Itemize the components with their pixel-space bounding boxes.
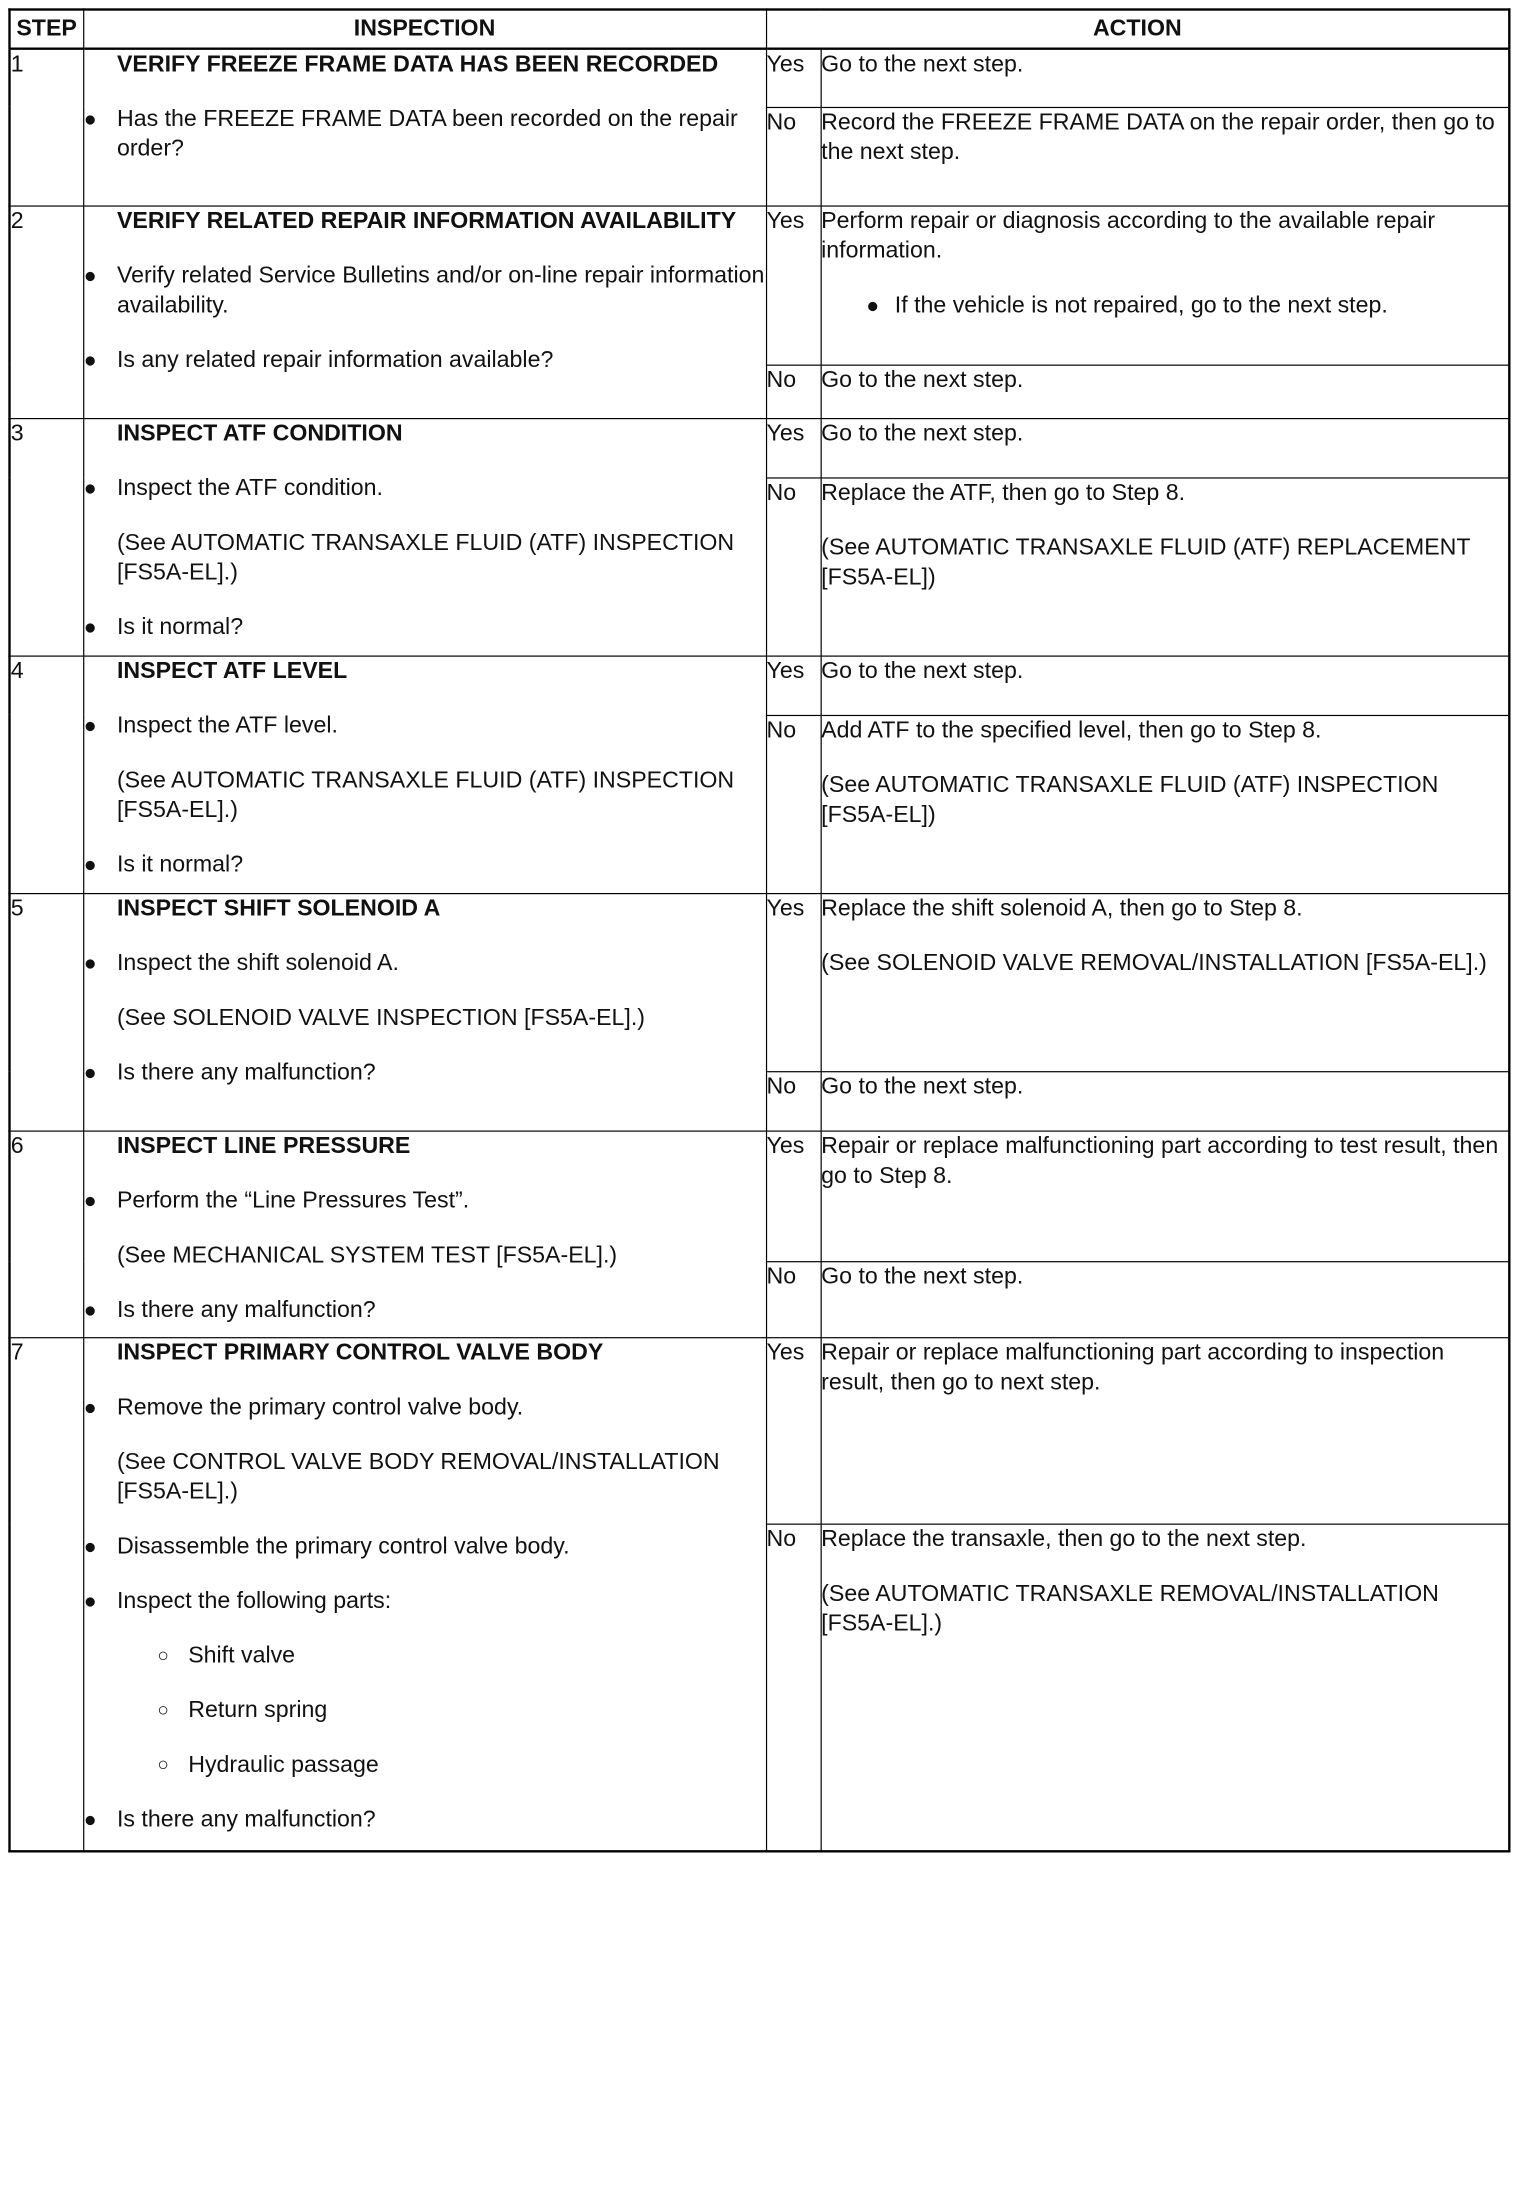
- inspection-item-text: Return spring: [188, 1696, 328, 1723]
- inspection-item: [84, 1447, 766, 1506]
- inspection-item-text: Is there any malfunction?: [116, 1296, 376, 1323]
- bullet-icon: ●: [83, 614, 97, 639]
- inspection-item-text: Remove the primary control valve body.: [116, 1393, 524, 1420]
- inspection-cell: [83, 656, 766, 894]
- inspection-cell: [83, 418, 766, 656]
- inspection-item-text: Is there any malfunction?: [116, 1058, 376, 1085]
- step-number: 7: [10, 1337, 84, 1851]
- bullet-icon: ●: [83, 1188, 97, 1212]
- yes-action: [821, 1131, 1510, 1262]
- inspection-title: INSPECT ATF LEVEL: [116, 657, 348, 684]
- action-text: Go to the next step.: [821, 1262, 1024, 1290]
- action-bullet: [821, 290, 1508, 320]
- inspection-item-text: Hydraulic passage: [188, 1750, 379, 1778]
- no-label: No: [766, 715, 821, 893]
- yes-label: Yes: [766, 893, 821, 1071]
- header-step: STEP: [10, 10, 84, 49]
- hollow-bullet-icon: ○: [157, 1645, 169, 1666]
- no-label: No: [766, 365, 821, 418]
- bullet-icon: ●: [83, 1588, 97, 1613]
- action-text: Record the FREEZE FRAME DATA on the repair order, then go to the next step.: [821, 108, 1495, 165]
- action-text: Replace the shift solenoid A, then go to Step 8.: [821, 894, 1303, 921]
- action-text: (See AUTOMATIC TRANSAXLE REMOVAL/INSTALLATION [FS5A-EL].): [821, 1579, 1439, 1636]
- yes-action: [821, 418, 1510, 477]
- inspection-item-text: Is there any malfunction?: [116, 1805, 376, 1832]
- inspection-item: [84, 528, 766, 587]
- yes-label: Yes: [766, 1337, 821, 1523]
- action-text: (See SOLENOID VALVE REMOVAL/INSTALLATION [FS5A-EL].): [821, 949, 1487, 976]
- yes-label: Yes: [766, 205, 821, 364]
- bullet-icon: ●: [83, 1059, 97, 1084]
- step-row: [10, 1337, 1510, 1523]
- inspection-item-text: Inspect the ATF level.: [116, 711, 338, 739]
- inspection-item: [84, 1586, 766, 1616]
- action-text: Go to the next step.: [821, 366, 1024, 393]
- yes-action: [821, 1337, 1510, 1523]
- inspection-item-text: Has the FREEZE FRAME DATA been recorded on the repair order?: [116, 105, 738, 162]
- yes-label: Yes: [766, 1131, 821, 1262]
- table-body: [10, 49, 1510, 1852]
- bullet-icon: ●: [83, 1297, 97, 1322]
- inspection-title: VERIFY RELATED REPAIR INFORMATION AVAILABILITY: [116, 207, 737, 234]
- inspection-item-text: Inspect the ATF condition.: [116, 474, 383, 501]
- inspection-item: [84, 1750, 766, 1780]
- inspection-cell: [83, 1337, 766, 1851]
- inspection-item-text: (See AUTOMATIC TRANSAXLE FLUID (ATF) INSPECTION [FS5A-EL].): [116, 766, 735, 823]
- no-label: No: [766, 107, 821, 206]
- inspection-item: [84, 948, 766, 978]
- no-action: [821, 715, 1510, 893]
- inspection-cell: [83, 205, 766, 418]
- step-row: [10, 418, 1510, 477]
- action-text: Repair or replace malfunctioning part according to test result, then go to Step 8.: [821, 1132, 1499, 1189]
- step-number: 3: [10, 418, 84, 656]
- inspection-title: INSPECT PRIMARY CONTROL VALVE BODY: [116, 1338, 604, 1366]
- bullet-icon: ●: [83, 347, 97, 372]
- inspection-title: INSPECT SHIFT SOLENOID A: [116, 894, 441, 921]
- inspection-item: [84, 1641, 766, 1671]
- inspection-title: INSPECT ATF CONDITION: [116, 419, 403, 446]
- inspection-item: [84, 105, 766, 164]
- header-action: ACTION: [766, 10, 1509, 49]
- no-label: No: [766, 1524, 821, 1852]
- inspection-item: [84, 711, 766, 741]
- inspection-item: [84, 1531, 766, 1561]
- inspection-item-text: (See AUTOMATIC TRANSAXLE FLUID (ATF) INSPECTION [FS5A-EL].): [116, 529, 735, 585]
- no-label: No: [766, 1261, 821, 1337]
- yes-action: [821, 656, 1510, 715]
- no-action: [821, 107, 1510, 206]
- inspection-item: [84, 1186, 766, 1216]
- yes-action: [821, 49, 1510, 107]
- action-bullet-text: If the vehicle is not repaired, go to the next step.: [894, 291, 1388, 318]
- inspection-item-text: (See CONTROL VALVE BODY REMOVAL/INSTALLATION [FS5A-EL].): [116, 1448, 720, 1504]
- inspection-item: [84, 1804, 766, 1834]
- inspection-item-text: Inspect the following parts:: [116, 1587, 392, 1614]
- bullet-icon: ●: [83, 106, 97, 131]
- header-inspection: INSPECTION: [83, 10, 766, 49]
- inspection-item: [84, 261, 766, 320]
- inspection-item: [84, 1392, 766, 1422]
- inspection-item-text: Is it normal?: [116, 613, 244, 640]
- action-text: Go to the next step.: [821, 51, 1024, 78]
- step-number: 2: [10, 205, 84, 418]
- no-action: [821, 1261, 1510, 1337]
- step-number: 4: [10, 656, 84, 894]
- bullet-icon: ●: [83, 950, 97, 975]
- inspection-item: [84, 1003, 766, 1033]
- inspection-item: [84, 612, 766, 642]
- inspection-item-text: Is any related repair information available?: [116, 346, 554, 373]
- inspection-item: [84, 1057, 766, 1087]
- yes-label: Yes: [766, 49, 821, 107]
- inspection-item: [84, 345, 766, 375]
- yes-label: Yes: [766, 418, 821, 477]
- no-action: [821, 1524, 1510, 1852]
- no-action: [821, 1071, 1510, 1130]
- action-text: Repair or replace malfunctioning part according to inspection result, then go to next step.: [821, 1338, 1445, 1395]
- step-number: 5: [10, 893, 84, 1131]
- yes-label: Yes: [766, 656, 821, 715]
- step-row: [10, 1131, 1510, 1262]
- step-row: [10, 205, 1510, 364]
- inspection-item-text: Verify related Service Bulletins and/or on-line repair information availability.: [116, 261, 765, 318]
- action-text: Go to the next step.: [821, 419, 1024, 446]
- inspection-item: [84, 473, 766, 503]
- inspection-item: [84, 1695, 766, 1725]
- inspection-title: VERIFY FREEZE FRAME DATA HAS BEEN RECORDED: [116, 51, 719, 78]
- inspection-item-text: Is it normal?: [116, 850, 244, 877]
- inspection-title: INSPECT LINE PRESSURE: [116, 1132, 411, 1159]
- inspection-cell: [83, 1131, 766, 1338]
- bullet-icon: ●: [83, 1533, 97, 1558]
- action-text: (See AUTOMATIC TRANSAXLE FLUID (ATF) REPLACEMENT [FS5A-EL]): [821, 533, 1471, 590]
- table-header-row: [10, 10, 1510, 49]
- action-text: Perform repair or diagnosis according to the available repair information.: [821, 207, 1436, 264]
- step-number: 6: [10, 1131, 84, 1338]
- yes-action: [821, 893, 1510, 1071]
- step-row: [10, 49, 1510, 107]
- inspection-cell: [83, 893, 766, 1131]
- no-label: No: [766, 477, 821, 655]
- inspection-item-text: Perform the “Line Pressures Test”.: [116, 1186, 470, 1214]
- inspection-item: [84, 765, 766, 824]
- bullet-icon: ●: [83, 263, 97, 287]
- hollow-bullet-icon: ○: [157, 1754, 169, 1775]
- inspection-item-text: Disassemble the primary control valve body.: [116, 1532, 570, 1559]
- action-text: (See AUTOMATIC TRANSAXLE FLUID (ATF) INSPECTION [FS5A-EL]): [821, 771, 1439, 828]
- inspection-item-text: Inspect the shift solenoid A.: [116, 949, 399, 976]
- inspection-item: [84, 850, 766, 880]
- no-action: [821, 365, 1510, 418]
- inspection-item: [84, 1295, 766, 1325]
- action-text: Replace the ATF, then go to Step 8.: [821, 479, 1186, 506]
- action-text: Add ATF to the specified level, then go to Step 8.: [821, 716, 1322, 743]
- bullet-icon: ●: [83, 852, 97, 876]
- action-text: Go to the next step.: [821, 657, 1024, 684]
- inspection-cell: [83, 49, 766, 206]
- step-row: [10, 656, 1510, 715]
- inspection-item: [84, 1240, 766, 1270]
- inspection-item-text: (See MECHANICAL SYSTEM TEST [FS5A-EL].): [116, 1241, 618, 1268]
- no-action: [821, 477, 1510, 655]
- inspection-item-text: (See SOLENOID VALVE INSPECTION [FS5A-EL].): [116, 1004, 645, 1031]
- yes-action: [821, 205, 1510, 364]
- hollow-bullet-icon: ○: [157, 1699, 169, 1721]
- bullet-icon: ●: [866, 292, 880, 317]
- step-number: 1: [10, 49, 84, 206]
- bullet-icon: ●: [83, 1394, 97, 1419]
- bullet-icon: ●: [83, 1806, 97, 1831]
- bullet-icon: ●: [83, 475, 97, 500]
- step-row: [10, 893, 1510, 1071]
- no-label: No: [766, 1071, 821, 1130]
- bullet-icon: ●: [83, 713, 97, 737]
- diagnostic-procedure-table: [8, 8, 1510, 1852]
- inspection-item-text: Shift valve: [188, 1641, 296, 1668]
- action-text: Replace the transaxle, then go to the next step.: [821, 1525, 1307, 1552]
- action-text: Go to the next step.: [821, 1072, 1024, 1100]
